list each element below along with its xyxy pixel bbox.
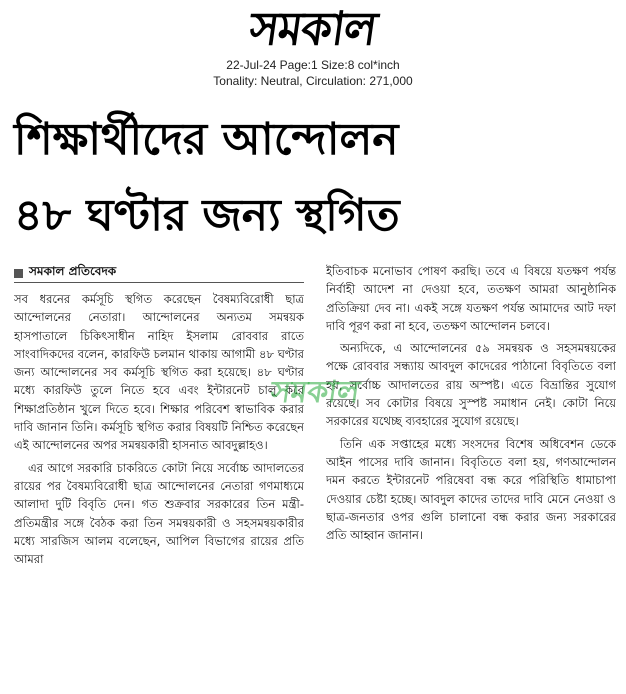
clip-date-info: 22-Jul-24 Page:1 Size:8 col*inch	[226, 58, 400, 72]
masthead-logo-text: সমকাল	[246, 2, 380, 57]
clip-tonality-info: Tonality: Neutral, Circulation: 271,000	[213, 74, 413, 88]
masthead-watermark: সমকাল	[268, 375, 362, 410]
article-column-1	[14, 290, 304, 688]
headline-line-2: ৪৮ ঘণ্টার জন্য স্থগিত	[14, 190, 400, 241]
column1-paragraph-1: সব ধরনের কর্মসূচি স্থগিত করেছেন বৈষম্যবিরোধী ছাত্র আন্দোলনের নেতারা। আন্দোলনের অন্যতম সমন্বয়ক হাসপাতালে চিকিৎসাধীন নাহিদ ইসলাম রোববার রাতে সাংবাদিকদের বলেন, কারফিউ চলমান থাকায় আগামী ৪৮ ঘণ্টার জন্য আন্দোলনের সব কর্মসূচি স্থগিত করা হয়েছে। ৪৮ ঘণ্টার মধ্যে কারফিউ তুলে নিতে হবে এবং ইন্টারনেট চালু করে শিক্ষাপ্রতিষ্ঠান খুলে দিতে হবে। শিক্ষার পরিবেশ স্বাভাবিক করার দাবি জানান তিনি। কর্মসূচি স্থগিত করার বিষয়টি নিশ্চিত করেছেন এই আন্দোলনের অপর সমন্বয়কারী হাসনাত আবদুল্লাহও।	[14, 292, 304, 453]
column2-paragraph-1: ইতিবাচক মনোভাব পোষণ করছি। তবে এ বিষয়ে যতক্ষণ পর্যন্ত নির্বাহী আদেশ না দেওয়া হবে, ততক্ষণ আমরা আনুষ্ঠানিক প্রতিক্রিয়া দেব না। একই সঙ্গে যতক্ষণ পর্যন্ত আমাদের আট দফা দাবি পূরণ করা না হবে, ততক্ষণ আন্দোলন চলবে।	[326, 264, 616, 333]
article-column-2	[326, 262, 616, 688]
byline-text: সমকাল প্রতিবেদক	[29, 264, 117, 278]
column2-paragraph-2: অন্যদিকে, এ আন্দোলনের ৫৯ সমন্বয়ক ও সহসমন্বয়কের পক্ষে রোববার সন্ধ্যায় আবদুল কাদেরের পাঠানো বিবৃতিতে বলা হয়, সর্বোচ্চ আদালতের রায় অস্পষ্ট। এতে বিভ্রান্তির সুযোগ রয়েছে। সব কোটার বিষয়ে সুস্পষ্ট সমাধান নেই। কোটা নিয়ে সরকারের যথেচ্ছ ব্যবহারের সুযোগ রয়েছে।	[326, 341, 616, 429]
headline-line-1: শিক্ষার্থীদের আন্দোলন	[14, 114, 399, 165]
byline-square-icon	[14, 269, 23, 278]
byline	[14, 264, 304, 283]
column2-paragraph-3: তিনি এক সপ্তাহের মধ্যে সংসদের বিশেষ অধিবেশন ডেকে আইন পাসের দাবি জানান। বিবৃতিতে বলা হয়, গণআন্দোলন দমন করতে ইন্টারনেট পরিষেবা বন্ধ করে পরিস্থিতি ধামাচাপা দেওয়ার চেষ্টা হচ্ছে। আবদুল কাদের তাদের দাবি মেনে নেওয়া ও ছাত্র-জনতার ওপর গুলি চালানো বন্ধ করার জন্য সরকারের প্রতি আহ্বান জানান।	[326, 436, 616, 543]
column1-paragraph-2: এর আগে সরকারি চাকরিতে কোটা নিয়ে সর্বোচ্চ আদালতের রায়ের পর বৈষম্যবিরোধী ছাত্র আন্দোলনের নেতারা গণমাধ্যমে আলাদা দুটি বিবৃতি দেন। গত শুক্রবার সরকারের তিন মন্ত্রী-প্রতিমন্ত্রীর সঙ্গে বৈঠক করা তিন সমন্বয়কারী ও সহসমন্বয়কারীর মধ্যে সারজিস আলম বলেছেন, আপিল বিভাগের রায়ের প্রতি আমরা	[14, 460, 304, 567]
newspaper-masthead	[0, 2, 626, 58]
